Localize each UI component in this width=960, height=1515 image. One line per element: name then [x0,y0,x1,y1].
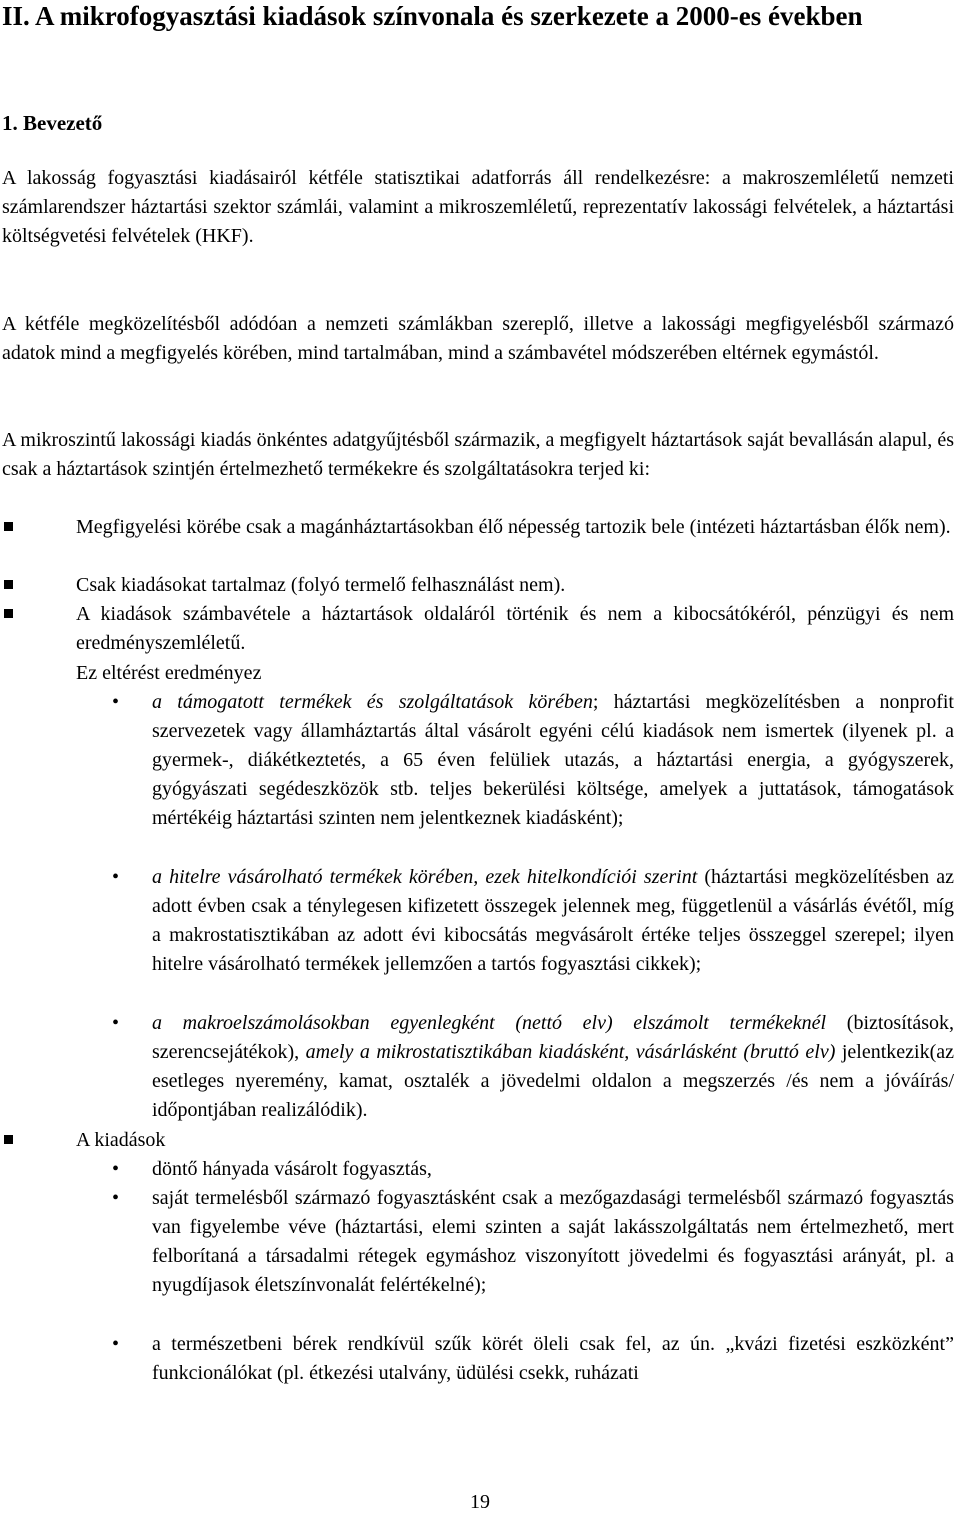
emphasis-text: a hitelre vásárolható termékek körében, ezek hitelkondíciói szerint [152,866,698,888]
square-list-item-text: Megfigyelési körébe csak a magánháztartásokban élő népesség tartozik bele (intézeti háztartásban élők nem). [76,516,951,538]
emphasis-text: a támogatott termékek és szolgáltatások körében [152,691,593,713]
round-list-item-text [152,863,954,979]
round-list-item [2,1330,954,1388]
round-bullet-icon: • [112,1158,120,1180]
square-bullet-icon [4,609,13,618]
lead-in-text: Ez eltérést eredményez [76,662,262,684]
square-list-item [2,571,954,600]
paragraph-intro [2,164,954,251]
round-list-item-text [152,688,954,833]
round-bullet-icon: • [112,1333,120,1355]
plain-text: (háztartási megközelítésben az adott évben csak a ténylegesen kifizetett összegek jelennek meg, függetlenül a vásárlás évétől, míg a makrostatisztikában az adott évi kibocsátás megvásárolt értéke teljes összeggel szerepel; ilyen hitelre vásárolható termékek jellemzően a tartós fogyasztási cikkek); [152,866,954,975]
square-bullet-icon [4,580,13,589]
round-bullet-icon: • [112,1187,120,1209]
plain-text: (biztosítások, szerencsejátékok), [152,1012,954,1063]
page-number: 19 [470,1491,490,1513]
emphasis-text: amely a mikrostatisztikában kiadásként, vásárlásként (bruttó elv) [305,1041,836,1063]
round-bullet-icon: • [112,1012,120,1034]
square-list-item [2,600,954,658]
round-list-item [2,688,954,833]
round-bullet-icon: • [112,691,120,713]
square-list-item-text: Csak kiadásokat tartalmaz (folyó termelő felhasználást nem). [76,574,566,596]
round-list-item-text: a természetbeni bérek rendkívül szűk körét öleli csak fel, az ún. „kvázi fizetési eszközként” funkcionálókat (pl. étkezési utalvány, üdülési csekk, ruházati [152,1333,954,1384]
plain-text: jelentkezik(az esetleges nyeremény, kamat, osztalék a jövedelmi oldalon a megszerzés /és nem a jóváírás/ időpontjában realizálódik). [152,1041,954,1121]
square-list-item [2,513,954,542]
plain-text: ; háztartási megközelítésben a nonprofit szervezetek vagy államháztartás által vásárolt egyéni célú kiadások nem ismertek (ilyenek pl. a gyermek-, diákétkeztetés, a 65 éven felüliek utazás, a háztartási energia, a gyógyszerek, gyógyászati segédeszközök stb. teljes bekerülési költsége, amelyek a juttatások, támogatások mértékéig háztartási szinten nem jelentkeznek kiadásként); [152,691,954,829]
paragraph-micro-text: A mikroszintű lakossági kiadás önkéntes adatgyűjtésből származik, a megfigyelt háztartások saját bevallásán alapul, és csak a háztartások szintjén értelmezhető termékekre és szolgáltatásokra terjed ki: [2,429,954,480]
square-list-item-text: A kiadások számbavétele a háztartások oldaláról történik és nem a kibocsátókéról, pénzügyi és nem eredményszemléletű. [76,603,954,654]
round-list-item [2,1184,954,1300]
round-list-item [2,863,954,979]
square-list-item-text: A kiadások [76,1129,166,1151]
paragraph-approaches [2,310,954,368]
paragraph-intro-text: A lakosság fogyasztási kiadásairól kétféle statisztikai adatforrás áll rendelkezésre: a makroszemléletű nemzeti számlarendszer háztartási szektor számlái, valamint a mikroszemléletű, reprezentatív lakossági felvételek, a háztartási költségvetési felvételek (HKF). [2,167,954,247]
square-bullet-icon [4,1135,13,1144]
round-list-item-text [152,1009,954,1125]
chapter-title: II. A mikrofogyasztási kiadások színvonala és szerkezete a 2000-es években [2,1,863,31]
round-list-item-text: saját termelésből származó fogyasztásként csak a mezőgazdasági termelésből származó fogyasztás van figyelembe véve (háztartási, elemi szinten a saját lakásszolgáltatás nem értelmezhető, mert felborítaná a társadalmi rétegek egymáshoz viszonyított jövedelmi és fogyasztási arányát, pl. a nyugdíjasok életszínvonalát felértékelné); [152,1187,954,1296]
square-bullet-icon [4,522,13,531]
paragraph-approaches-text: A kétféle megközelítésből adódóan a nemzeti számlákban szereplő, illetve a lakossági megfigyelésből származó adatok mind a megfigyelés körében, mind tartalmában, mind a számbavétel módszerében eltérnek egymástól. [2,313,954,364]
emphasis-text: a makroelszámolásokban egyenlegként (nettó elv) elszámolt termékeknél [152,1012,827,1034]
round-list-item [2,1009,954,1125]
paragraph-micro [2,426,954,484]
square-list-item [2,1126,954,1155]
round-list-item [2,1155,954,1184]
round-bullet-icon: • [112,866,120,888]
round-list-item-text: döntő hányada vásárolt fogyasztás, [152,1158,432,1180]
section-heading: 1. Bevezető [2,111,103,135]
